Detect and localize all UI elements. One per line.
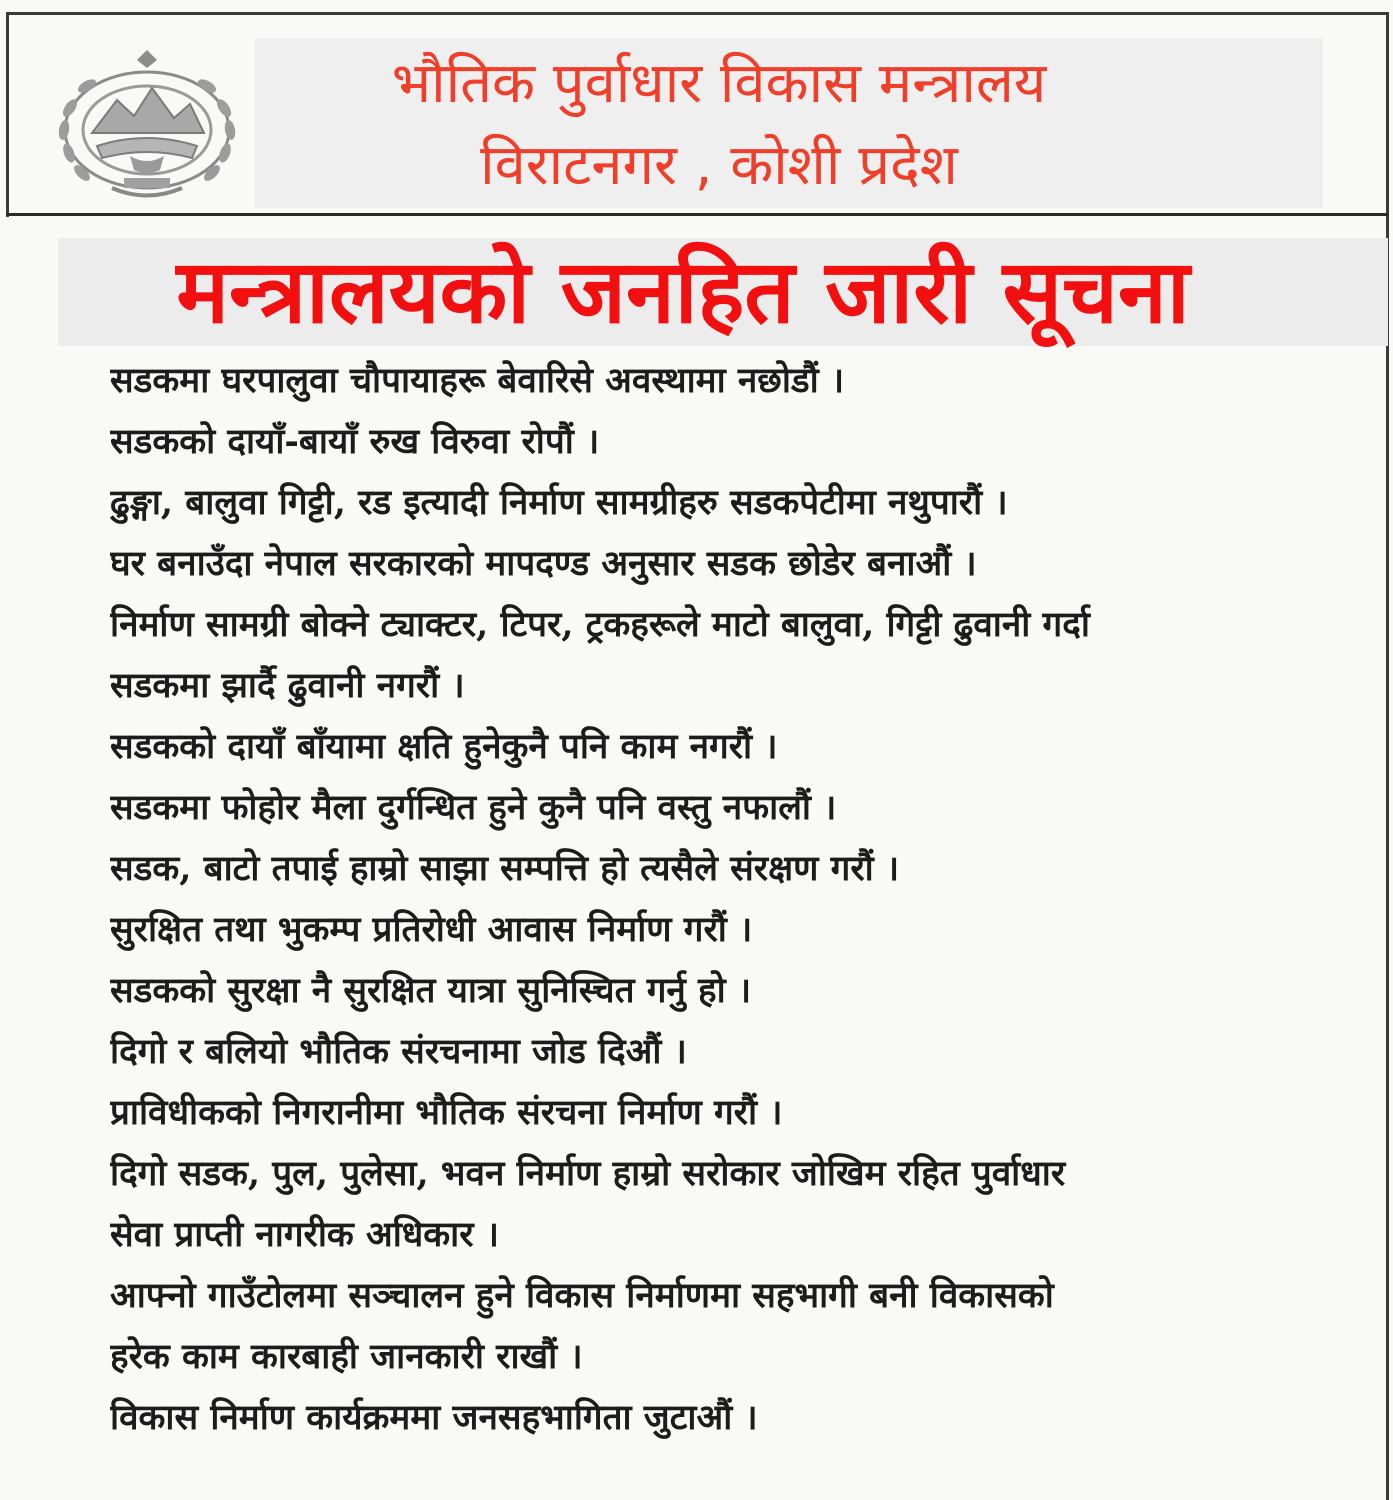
notice-line: ढुङ्गा, बालुवा गिट्टी, रड इत्यादी निर्माण सामग्रीहरु सडकपेटीमा नथुपारौं । [110,482,1008,523]
notice-line: सडकमा घरपालुवा चौपायाहरू बेवारिसे अवस्थामा नछोडौं । [110,360,845,401]
notice-title: मन्त्रालयको जनहित जारी सूचना [176,240,1190,343]
notice-line: विकास निर्माण कार्यक्रममा जनसहभागिता जुटाऔं । [110,1397,758,1438]
nepal-government-emblem-icon [42,38,252,203]
notice-title-box [58,238,1388,346]
notice-body [110,350,1375,1448]
ministry-header-box [255,38,1323,208]
notice-line: सेवा प्राप्ती नागरीक अधिकार । [110,1214,500,1255]
notice-line: निर्माण सामग्री बोक्ने ट्याक्टर, टिपर, ट्रकहरूले माटो बालुवा, गिट्टी ढुवानी गर्दा [110,604,1090,645]
notice-line: सडकको दायाँ-बायाँ रुख विरुवा रोपौं । [110,421,600,462]
notice-line: प्राविधीकको निगरानीमा भौतिक संरचना निर्माण गरौं । [110,1092,783,1133]
notice-line: सडकको सुरक्षा नै सुरक्षित यात्रा सुनिस्चित गर्नु हो । [110,970,752,1011]
notice-line: सडकमा फोहोर मैला दुर्गन्धित हुने कुनै पनि वस्तु नफालौं । [110,787,837,828]
notice-line: दिगो सडक, पुल, पुलेसा, भवन निर्माण हाम्रो सरोकार जोखिम रहित पुर्वाधार [110,1153,1066,1194]
notice-line: घर बनाउँदा नेपाल सरकारको मापदण्ड अनुसार सडक छोडेर बनाऔं । [110,543,977,584]
frame-border-left [6,12,9,217]
header-divider [6,213,1389,216]
ministry-name: भौतिक पुर्वाधार विकास मन्त्रालय [391,51,1047,116]
notice-line: सडक, बाटो तपाई हाम्रो साझा सम्पत्ति हो त्यसैले संरक्षण गरौं । [110,848,900,889]
frame-border-top [6,12,1388,15]
notice-line: हरेक काम कारबाही जानकारी राखौं । [110,1336,583,1377]
notice-line: सुरक्षित तथा भुकम्प प्रतिरोधी आवास निर्माण गरौं । [110,909,753,950]
notice-line: सडकमा झार्दै ढुवानी नगरौं । [110,665,465,706]
notice-line: आफ्नो गाउँटोलमा सञ्चालन हुने विकास निर्माणमा सहभागी बनी विकासको [110,1275,1054,1316]
notice-line: सडकको दायाँ बाँयामा क्षति हुनेकुनै पनि काम नगरौं । [110,726,778,767]
frame-border-right [1386,12,1389,1500]
notice-line: दिगो र बलियो भौतिक संरचनामा जोड दिऔं । [110,1031,687,1072]
ministry-location: विराटनगर , कोशी प्रदेश [480,133,958,198]
